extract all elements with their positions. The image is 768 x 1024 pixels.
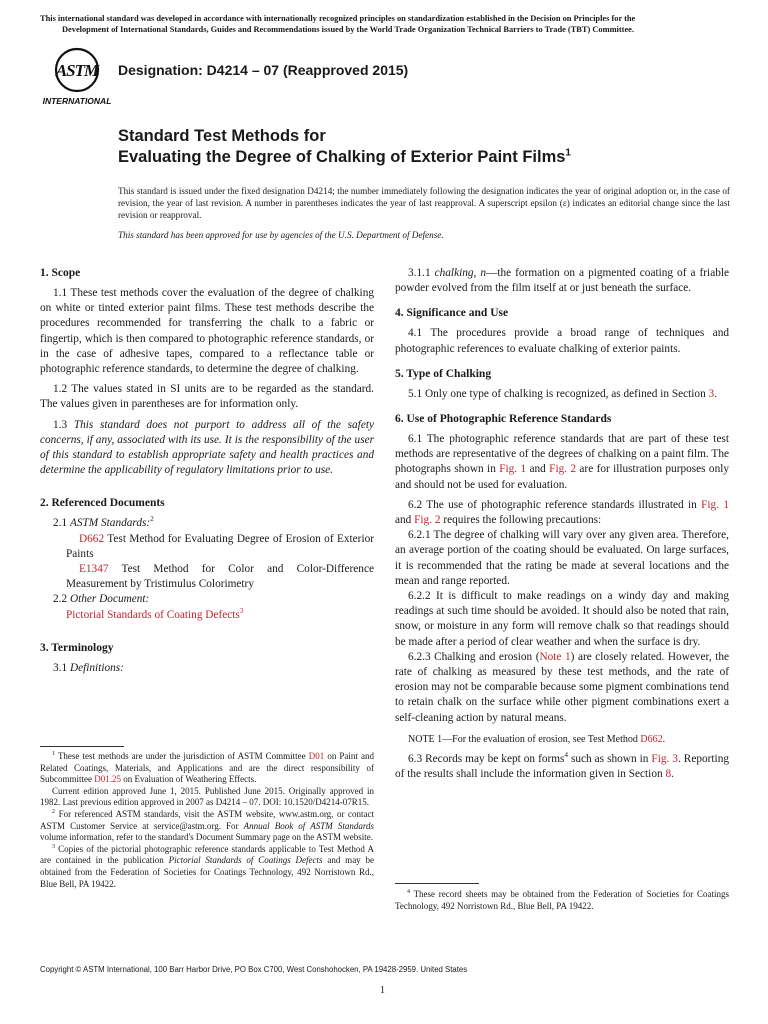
logo-mark: ASTM — [55, 61, 99, 80]
ref-d662: D662 Test Method for Evaluating Degree of Erosion of Exterior Paints — [66, 532, 374, 560]
footnote-1-edition: Current edition approved June 1, 2015. Published June 2015. Originally approved in 1982. Last previous edition approved in 2007 as D4214 – 07. DOI: 10.1520/D4214-07R15. — [40, 785, 374, 808]
para-4-1: 4.1 The procedures provide a broad range of techniques and photographic references to evaluate chalking of exterior paints. — [395, 327, 729, 355]
standard-issuance-note: This standard is issued under the fixed designation D4214; the number immediately following the designation indicates the year of original adoption or, in the case of revision, the year of last revision. A number in parentheses indicates the year of last reapproval. A superscript epsilon (ε) indicates an editorial change since the last revision or reapproval. — [118, 186, 730, 220]
logo-subtitle: INTERNATIONAL — [42, 96, 112, 106]
note-1: NOTE 1—For the evaluation of erosion, see Test Method D662. — [408, 733, 666, 745]
footnotes-right — [395, 889, 729, 912]
notice-line-1: This international standard was developed in accordance with internationally recognized principles on standardization established in the Decision on Principles for the — [40, 14, 636, 23]
ref-pictorial-link[interactable]: Pictorial Standards of Coating Defects — [66, 608, 240, 621]
fig-3-link[interactable]: Fig. 3 — [651, 753, 678, 766]
page-number: 1 — [380, 985, 385, 996]
footnote-4: $^4$ These record sheets may be obtained from the Federation of Societies for Coatings Technology, 492 Norristown Rd., Blue Bell, PA 19422. — [395, 889, 729, 911]
title-line-1: Standard Test Methods for — [118, 127, 326, 145]
footnote-2: $^2$ For referenced ASTM standards, visit the ASTM website, www.astm.org, or contact ASTM Customer Service at service@astm.org. For Annual Book of ASTM Standards volume information, refer to the standard's Document Summary page on the ASTM website. — [40, 808, 375, 843]
para-6-2-3: 6.2.3 Chalking and erosion (Note 1) are closely related. However, the rate of chalking as measured by these test methods, and the rate of erosion may not be comparable because some pigment combinations tend to retain chalk on the surface while other pigment combinations exert a self-cleaning action by natural means. — [395, 650, 729, 724]
para-2-2: 2.2 Other Document: — [53, 593, 150, 606]
document-title — [118, 126, 571, 168]
para-6-2: 6.2 The use of photographic reference standards illustrated in Fig. 1 and Fig. 2 requires the following precautions: — [395, 498, 729, 527]
section-4-heading: 4. Significance and Use — [395, 307, 509, 320]
para-6-2-2: 6.2.2 It is difficult to make readings on a windy day and making readings at such time should be avoided. It should also be noted that rain, snow, or moisture in any form will remove chalk so that readings should be made after a period of clear weather and when the surface is dry. — [395, 590, 729, 648]
astm-logo — [42, 46, 112, 106]
international-standard-notice — [40, 13, 730, 35]
section-3-heading: 3. Terminology — [40, 641, 114, 654]
para-1-2: 1.2 The values stated in SI units are to be regarded as the standard. The values given in parentheses are for information only. — [40, 383, 374, 411]
para-6-1: 6.1 The photographic reference standards that are part of these test methods are representative of the degrees of chalking on a paint film. The photographs shown in Fig. 1 and Fig. 2 are for illustration purposes only and should not be used for evaluation. — [395, 433, 729, 491]
section-3-link[interactable]: 3 — [708, 387, 715, 400]
para-1-3: 1.3 This standard does not purport to address all of the safety concerns, if any, associated with its use. It is the responsibility of the user of this standard to establish appropriate safety and health practices and determine the applicability of regulatory limitations prior to use. — [40, 418, 374, 477]
fig-2-link[interactable]: Fig. 2 — [549, 463, 577, 476]
footnote-rule-left — [40, 746, 124, 747]
right-column — [395, 266, 729, 782]
title-line-2: Evaluating the Degree of Chalking of Exterior Paint Films$^1$ — [118, 147, 571, 166]
note-d662-link[interactable]: D662 — [640, 733, 663, 745]
para-3-1-1: 3.1.1 chalking, n—the formation on a pigmented coating of a friable powder evolved from the film itself at or just beneath the surface. — [395, 267, 730, 295]
ref-pictorial: Pictorial Standards of Coating Defects$^3$ — [66, 606, 244, 621]
footnote-3: $^3$ Copies of the pictorial photographic reference standards applicable to Test Method A are contained in the publication Pictorial Standards of Coatings Defects and may be obtained from the Federation of Societies for Coatings Technology, 492 Norristown Rd., Blue Bell, PA 19422. — [40, 843, 375, 889]
section-1-heading: 1. Scope — [40, 267, 81, 279]
para-5-1: 5.1 Only one type of chalking is recognized, as defined in Section 3. — [408, 387, 718, 400]
ref-e1347: E1347 Test Method for Color and Color-Difference Measurement by Tristimulus Colorimetry — [66, 563, 374, 591]
fig-1-link[interactable]: Fig. 1 — [499, 463, 527, 476]
para-6-2-1: 6.2.1 The degree of chalking will vary over any given area. Therefore, an average portion of the coating should be evaluated. On large surfaces, it is recommended that the rating be made at several locations and the mean and range reported. — [395, 529, 729, 587]
para-2-1: 2.1 ASTM Standards:$^2$ — [53, 515, 154, 530]
ref-d662-link[interactable]: D662 — [79, 532, 105, 545]
footnote-rule-right — [395, 883, 479, 884]
para-6-3: 6.3 Records may be kept on forms$^4$ such as shown in Fig. 3. Reporting of the results shall include the information given in Section 8. — [395, 751, 729, 781]
dod-approval-note: This standard has been approved for use by agencies of the U.S. Department of Defense. — [118, 230, 444, 240]
section-6-heading: 6. Use of Photographic Reference Standards — [395, 413, 612, 426]
fn-d01-link[interactable]: D01 — [308, 751, 325, 761]
para-1-1: 1.1 These test methods cover the evaluation of the degree of chalking on white or tinted exterior paint films. These test methods describe the procedures recommended for transferring the chalk to a fabric or fingertip, which is then compared to photographic reference standards, or in the case of adhesive tapes, compared to a reflectance table or photographic reference standards, to determine the degree of chalking. — [40, 287, 374, 376]
copyright-notice: Copyright © ASTM International, 100 Barr Harbor Drive, PO Box C700, West Conshohocken, PA 19428-2959. United States — [40, 965, 468, 974]
fig-2-link-2[interactable]: Fig. 2 — [414, 514, 441, 527]
para-3-1: 3.1 Definitions: — [53, 661, 124, 674]
title-footnote-mark: 1 — [565, 147, 571, 159]
note-1-link[interactable]: Note 1 — [539, 650, 571, 663]
ref-e1347-link[interactable]: E1347 — [79, 563, 109, 576]
section-8-link[interactable]: 8 — [665, 768, 672, 781]
fig-1-link-2[interactable]: Fig. 1 — [701, 498, 729, 511]
notice-line-2: Development of International Standards, Guides and Recommendations issued by the World Trade Organization Technical Barriers to Trade (TBT) Committee. — [62, 25, 634, 34]
section-5-heading: 5. Type of Chalking — [395, 367, 492, 380]
designation: Designation: D4214 – 07 (Reapproved 2015) — [118, 62, 409, 78]
fn-d0125-link[interactable]: D01.25 — [94, 774, 121, 785]
footnote-1: $^1$ These test methods are under the jurisdiction of ASTM Committee D01 on Paint and Related Coatings, Materials, and Applications and are the direct responsibility of Subcommittee D01.25 on Evaluation of Weathering Effects. — [40, 751, 375, 785]
section-2-heading: 2. Referenced Documents — [40, 497, 165, 510]
left-column — [40, 266, 374, 676]
footnotes-left — [40, 751, 374, 890]
